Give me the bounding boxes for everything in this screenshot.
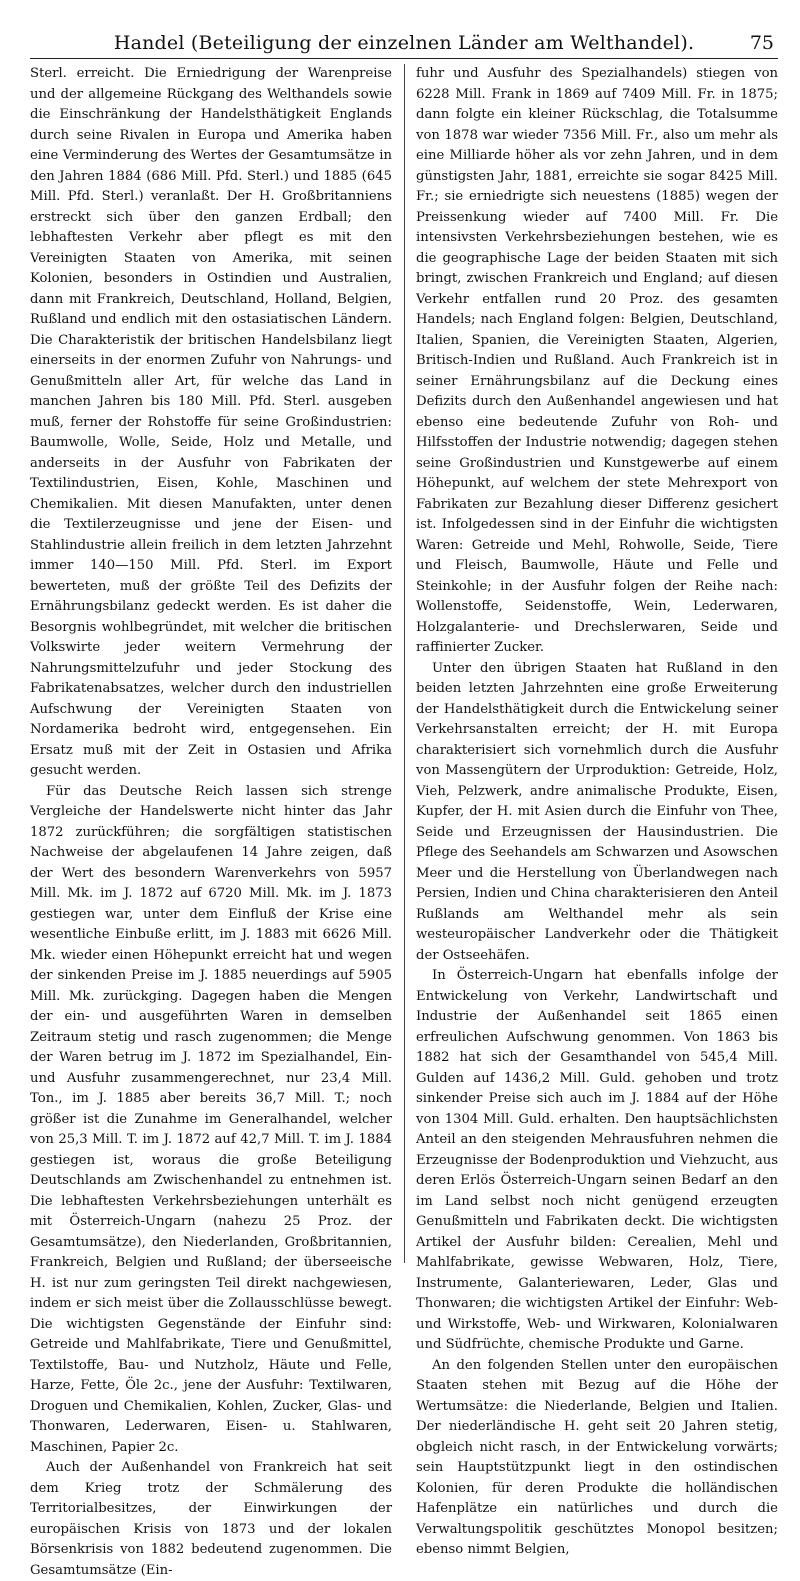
paragraph: Unter den übrigen Staaten hat Rußland in den beiden letzten Jahrzehnten eine große Erweiterung der Handelsthätigkeit durch die Entwickelung seiner Verkehrsanstalten erreicht; der H. mit Europa charakterisiert sich vornehmlich durch die Ausfuhr von Massengütern der Urproduktion: Getreide, Holz, Vieh, Pelzwerk, andre animalische Produkte, Eisen, Kupfer, der H. mit Asien durch die Einfuhr von Thee, Seide und Erzeugnissen der Hausindustrien. Die Pflege des Seehandels am Schwarzen und Asowschen Meer und die Herstellung von Überlandwegen nach Persien, Indien und China charakterisieren den Anteil Rußlands am Welthandel mehr als sein westeuropäischer Landverkehr oder die Thätigkeit der Ostseehäfen. <box>416 660 778 963</box>
left-column <box>30 64 392 1578</box>
paragraph: Auch der Außenhandel von Frankreich hat seit dem Krieg trotz der Schmälerung des Territorialbesitzes, der Einwirkungen der europäischen Krisis von 1873 und der lokalen Börsenkrisis von 1882 bedeutend zugenommen. Die Gesamtumsätze (Ein- <box>30 1460 392 1578</box>
page-number: 75 <box>749 32 774 54</box>
paragraph: Sterl. erreicht. Die Erniedrigung der Warenpreise und der allgemeine Rückgang des Welthandels sowie die Einschränkung der Handelsthätigkeit Englands durch seine Rivalen in Europa und Amerika haben eine Verminderung des Wertes der Gesamtumsätze in den Jahren 1884 (686 Mill. Pfd. Sterl.) und 1885 (645 Mill. Pfd. Sterl.) veranlaßt. Der H. Großbritanniens erstreckt sich über den ganzen Erdball; den lebhaftesten Verkehr aber pflegt es mit den Vereinigten Staaten von Amerika, mit seinen Kolonien, besonders in Ostindien und Australien, dann mit Frankreich, Deutschland, Holland, Belgien, Rußland und endlich mit den ostasiatischen Ländern. Die Charakteristik der britischen Handelsbilanz liegt einerseits in der enormen Zufuhr von Nahrungs- und Genußmitteln aller Art, für welche das Land in manchen Jahren bis 180 Mill. Pfd. Sterl. ausgeben muß, ferner der Rohstoffe für seine Großindustrien: Baumwolle, Wolle, Seide, Holz und Metalle, und anderseits in der Ausfuhr von Fabrikaten der Textilindustrien, Eisen, Kohle, Maschinen und Chemikalien. Mit diesen Manufakten, unter denen die Textilerzeugnisse und jene der Eisen- und Stahlindustrie allein freilich in dem letzten Jahrzehnt immer 140—150 Mill. Pfd. Sterl. im Export bewerteten, muß der größte Teil des Defizits der Ernährungsbilanz gedeckt werden. Es ist daher die Besorgnis wohlbegründet, mit welcher die britischen Volkswirte jeder weitern Vermehrung der Nahrungsmittelzufuhr und jeder Stockung des Fabrikatenabsatzes, welcher durch den industriellen Aufschwung der Vereinigten Staaten von Nordamerika bedroht wird, entgegensehen. Ein Ersatz muß mit der Zeit in Ostasien und Afrika gesucht werden. <box>30 66 392 778</box>
text-columns <box>30 64 778 1578</box>
paragraph: In Österreich-Ungarn hat ebenfalls infolge der Entwickelung von Verkehr, Landwirtschaft und Industrie der Außenhandel seit 1865 einen erfreulichen Aufschwung genommen. Von 1863 bis 1882 hat sich der Gesamthandel von 545,4 Mill. Gulden auf 1436,2 Mill. Guld. gehoben und trotz sinkender Preise sich auch im J. 1884 auf der Höhe von 1304 Mill. Guld. erhalten. Den hauptsächlichsten Anteil an den steigenden Mehrausfuhren nehmen die Erzeugnisse der Bodenproduktion und Viehzucht, aus deren Erlös Österreich-Ungarn seinen Bedarf an den im Land selbst noch nicht genügend erzeugten Genußmitteln und Fabrikaten deckt. Die wichtigsten Artikel der Ausfuhr bilden: Cerealien, Mehl und Mahlfabrikate, gewisse Webwaren, Holz, Tiere, Instrumente, Galanteriewaren, Leder, Glas und Thonwaren; die wichtigsten Artikel der Einfuhr: Web- und Wirkstoffe, Web- und Wirkwaren, Kolonialwaren und Südfrüchte, chemische Produkte und Garne. <box>416 968 778 1352</box>
paragraph: fuhr und Ausfuhr des Spezialhandels) stiegen von 6228 Mill. Frank in 1869 auf 7409 Mill. Fr. in 1875; dann folgte ein kleiner Rückschlag, die Totalsumme von 1878 war wieder 7356 Mill. Fr., also um mehr als eine Milliarde höher als vor zehn Jahren, und in dem günstigsten Jahr, 1881, erreichte sie sogar 8425 Mill. Fr.; sie erniedrigte sich neuestens (1885) wegen der Preissenkung wieder auf 7400 Mill. Fr. Die intensivsten Verkehrsbeziehungen bestehen, wie es die geographische Lage der beiden Staaten mit sich bringt, zwischen Frankreich und England; auf diesen Verkehr entfallen rund 20 Proz. des gesamten Handels; nach England folgen: Belgien, Deutschland, Italien, Spanien, die Vereinigten Staaten, Algerien, Britisch-Indien und Rußland. Auch Frankreich ist in seiner Ernährungsbilanz auf die Deckung eines Defizits durch den Außenhandel angewiesen und hat ebenso eine bedeutende Zufuhr von Roh- und Hilfsstoffen der Industrie notwendig; dagegen stehen seine Großindustrien und Kunstgewerbe auf einem Höhepunkt, auf welchem der stete Mehrexport von Fabrikaten zur Bezahlung dieser Differenz gesichert ist. Infolgedessen sind in der Einfuhr die wichtigsten Waren: Getreide und Mehl, Rohwolle, Seide, Tiere und Fleisch, Baumwolle, Häute und Felle und Steinkohle; in der Ausfuhr folgen der Reihe nach: Wollenstoffe, Seidenstoffe, Wein, Lederwaren, Holzgalanterie- und Drechslerwaren, Seide und raffinierter Zucker. <box>416 66 778 655</box>
paragraph: An den folgenden Stellen unter den europäischen Staaten stehen mit Bezug auf die Höhe der Wertumsätze: die Niederlande, Belgien und Italien. Der niederländische H. geht seit 20 Jahren stetig, obgleich nicht rasch, in der Entwickelung vorwärts; sein Hauptstützpunkt liegt in den ostindischen Kolonien, für deren Produkte die holländischen Hafenplätze ein natürliches und durch die Verwaltungspolitik geschütztes Monopol besitzen; ebenso nimmt Belgien, <box>416 1357 778 1557</box>
header-title: Handel (Beteiligung der einzelnen Länder am Welthandel). <box>113 32 695 54</box>
column-divider <box>404 64 405 1263</box>
running-header <box>30 28 778 59</box>
right-column <box>416 64 778 1557</box>
page <box>30 28 778 1578</box>
paragraph: Für das Deutsche Reich lassen sich strenge Vergleiche der Handelswerte nicht hinter das Jahr 1872 zurückführen; die sorgfältigen statistischen Nachweise der abgelaufenen 14 Jahre zeigen, daß der Wert des besondern Warenverkehrs von 5957 Mill. Mk. im J. 1872 auf 6720 Mill. Mk. im J. 1873 gestiegen war, unter dem Einfluß der Krise eine wesentliche Einbuße erlitt, im J. 1883 mit 6626 Mill. Mk. wieder einen Höhepunkt erreicht hat und wegen der sinkenden Preise im J. 1885 neuerdings auf 5905 Mill. Mk. zurückging. Dagegen haben die Mengen der ein- und ausgeführten Waren in demselben Zeitraum stetig und rasch zugenommen; die Menge der Waren betrug im J. 1872 im Spezialhandel, Ein- und Ausfuhr zusammengerechnet, nur 23,4 Mill. Ton., im J. 1885 aber bereits 36,7 Mill. T.; noch größer ist die Zunahme im Generalhandel, welcher von 25,3 Mill. T. im J. 1872 auf 42,7 Mill. T. im J. 1884 gestiegen ist, woraus die große Beteiligung Deutschlands am Zwischenhandel zu entnehmen ist. Die lebhaftesten Verkehrsbeziehungen unterhält es mit Österreich-Ungarn (nahezu 25 Proz. der Gesamtumsätze), den Niederlanden, Großbritannien, Frankreich, Belgien und Rußland; der überseeische H. ist nur zum geringsten Teil direkt nachgewiesen, indem er sich meist über die Zollausschlüsse bewegt. Die wichtigsten Gegenstände der Einfuhr sind: Getreide und Mahlfabrikate, Tiere und Genußmittel, Textilstoffe, Bau- und Nutzholz, Häute und Felle, Harze, Fette, Öle 2c., jene der Ausfuhr: Textilwaren, Droguen und Chemikalien, Kohlen, Zucker, Glas- und Thonwaren, Lederwaren, Eisen- u. Stahlwaren, Maschinen, Papier 2c. <box>30 783 392 1455</box>
